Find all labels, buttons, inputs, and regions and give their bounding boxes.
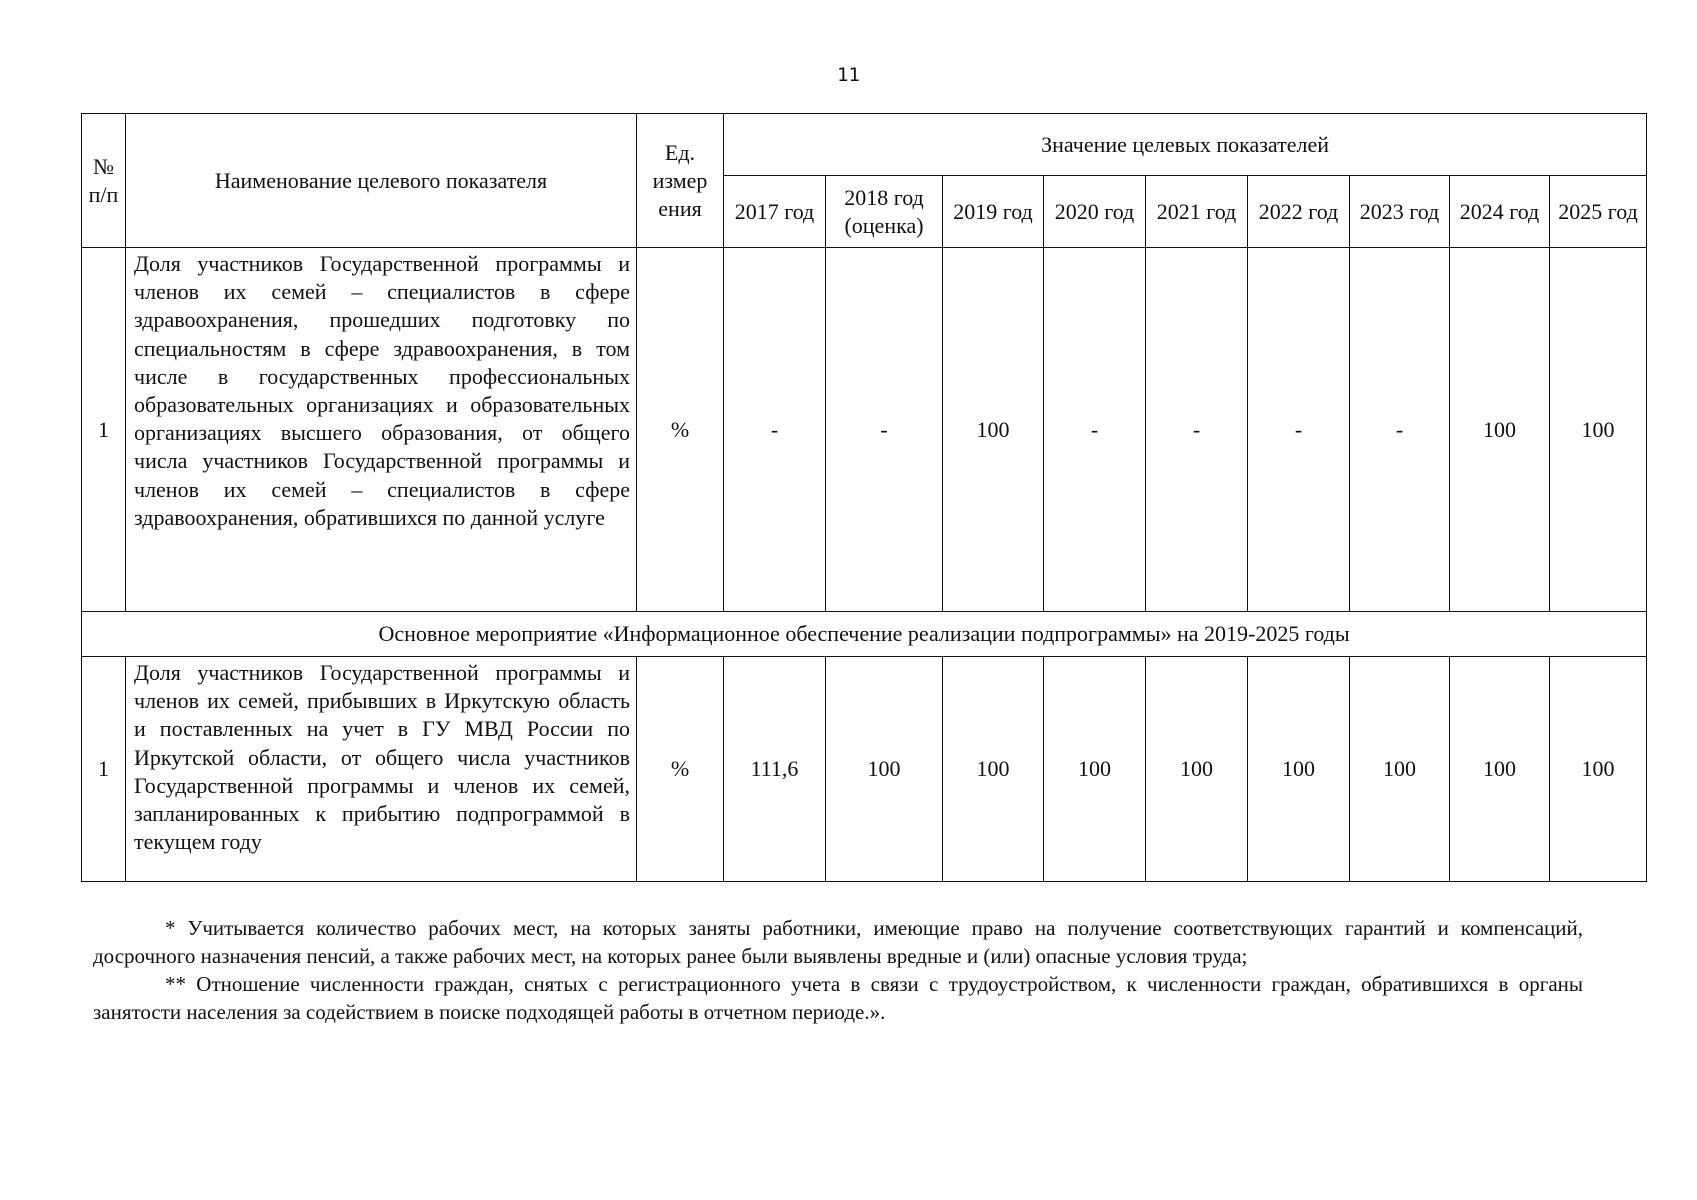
header-year: 2020 год <box>1044 176 1146 248</box>
indicators-table <box>81 113 1647 882</box>
section-row <box>82 612 1647 657</box>
header-year: 2021 год <box>1146 176 1248 248</box>
value-cell: 100 <box>826 657 943 882</box>
value-cell: 100 <box>1146 657 1248 882</box>
header-num: № п/п <box>82 114 126 248</box>
row-number: 1 <box>82 248 126 612</box>
value-cell: - <box>1248 248 1350 612</box>
value-cell: 100 <box>1550 657 1647 882</box>
header-year: 2025 год <box>1550 176 1647 248</box>
value-cell: 100 <box>1044 657 1146 882</box>
section-title: Основное мероприятие «Информационное обеспечение реализации подпрограммы» на 2019-2025 годы <box>82 612 1647 657</box>
unit-cell: % <box>637 248 724 612</box>
footnote: ** Отношение численности граждан, снятых с регистрационного учета в связи с трудоустройством, к численности граждан, обратившихся в органы занятости населения за содействием в поиске подходящей работы в отчетном периоде.». <box>93 972 1583 1024</box>
header-unit: Ед. измер ения <box>637 114 724 248</box>
page-number: 11 <box>837 64 860 86</box>
value-cell: - <box>1350 248 1450 612</box>
header-year: 2023 год <box>1350 176 1450 248</box>
header-year: 2022 год <box>1248 176 1350 248</box>
value-cell: - <box>826 248 943 612</box>
row-number: 1 <box>82 657 126 882</box>
header-year: 2018 год (оценка) <box>826 176 943 248</box>
value-cell: - <box>1044 248 1146 612</box>
footnotes <box>93 914 1583 1026</box>
header-values-group: Значение целевых показателей <box>724 114 1647 176</box>
header-year: 2019 год <box>943 176 1044 248</box>
unit-cell: % <box>637 657 724 882</box>
indicator-name: Доля участников Государственной программы и членов их семей, прибывших в Иркутскую область и поставленных на учет в ГУ МВД России по Иркутской области, от общего числа участников Государственной программы и членов их семей, запланированных к прибытию подпрограммой в текущем году <box>126 657 637 882</box>
value-cell: 100 <box>1450 657 1550 882</box>
header-year: 2017 год <box>724 176 826 248</box>
table-row <box>82 657 1647 882</box>
table-row <box>82 248 1647 612</box>
value-cell: - <box>1146 248 1248 612</box>
indicator-name: Доля участников Государственной программы и членов их семей – специалистов в сфере здравоохранения, прошедших подготовку по специальностям в сфере здравоохранения, в том числе в государственных профессиональных образовательных организациях и образовательных организациях высшего образования, от общего числа участников Государственной программы и членов их семей – специалистов в сфере здравоохранения, обратившихся по данной услуге <box>126 248 637 612</box>
value-cell: 100 <box>943 657 1044 882</box>
value-cell: 100 <box>1550 248 1647 612</box>
header-name: Наименование целевого показателя <box>126 114 637 248</box>
value-cell: 100 <box>1350 657 1450 882</box>
value-cell: - <box>724 248 826 612</box>
value-cell: 100 <box>1450 248 1550 612</box>
value-cell: 100 <box>943 248 1044 612</box>
footnote: * Учитывается количество рабочих мест, на которых заняты работники, имеющие право на получение соответствующих гарантий и компенсаций, досрочного назначения пенсий, а также рабочих мест, на которых ранее были выявлены вредные и (или) опасные условия труда; <box>93 916 1583 968</box>
value-cell: 100 <box>1248 657 1350 882</box>
header-year: 2024 год <box>1450 176 1550 248</box>
value-cell: 111,6 <box>724 657 826 882</box>
